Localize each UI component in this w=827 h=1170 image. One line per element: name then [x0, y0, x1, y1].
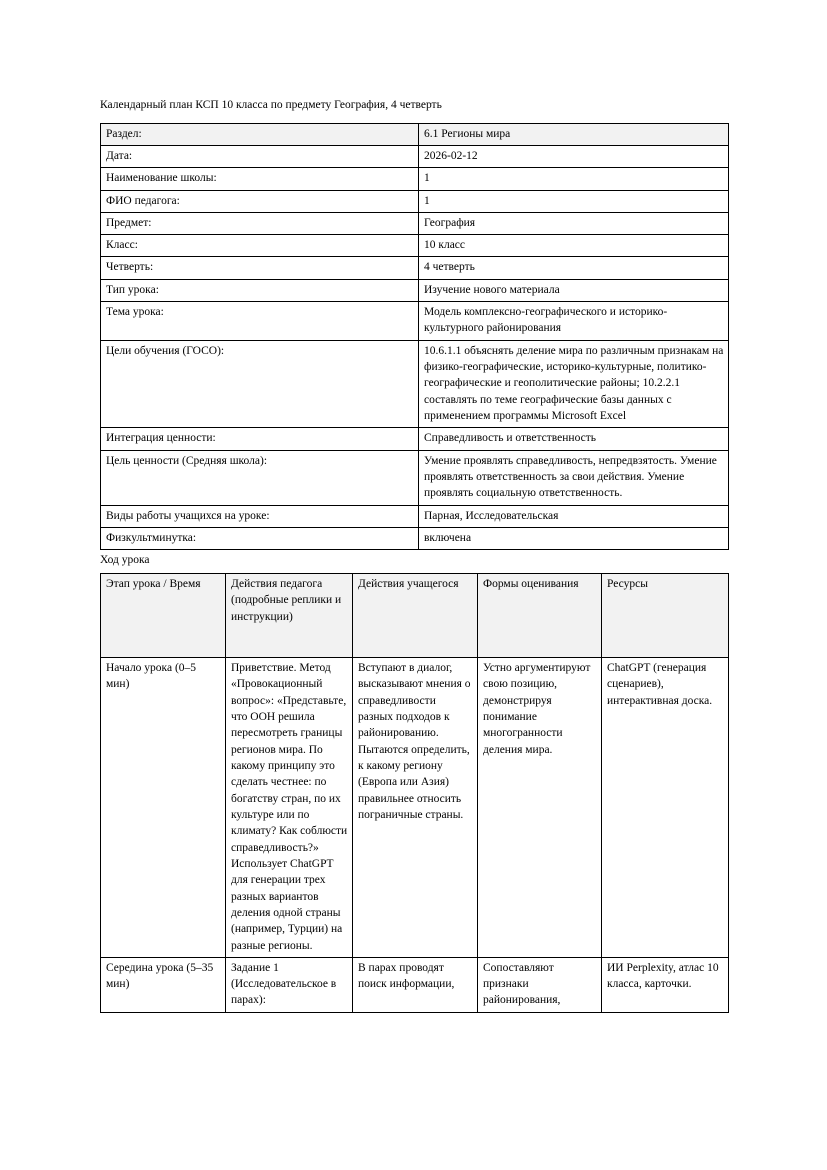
info-row-value: Изучение нового материала — [419, 279, 729, 301]
info-row-value: включена — [419, 528, 729, 550]
table-row — [101, 657, 729, 957]
document-page — [100, 98, 728, 1013]
table-row — [101, 302, 729, 341]
info-row-label: Интеграция ценности: — [101, 428, 419, 450]
info-row-value: 10 класс — [419, 235, 729, 257]
info-row-label: Четверть: — [101, 257, 419, 279]
table-row — [101, 212, 729, 234]
table-row — [101, 279, 729, 301]
flow-column-header: Ресурсы — [602, 573, 729, 657]
info-row-value: Модель комплексно-географического и историко-культурного районирования — [419, 302, 729, 341]
flow-stage-cell: Середина урока (5–35 мин) — [101, 957, 226, 1012]
table-row — [101, 168, 729, 190]
info-row-value: 4 четверть — [419, 257, 729, 279]
flow-student-cell: Вступают в диалог, высказывают мнения о справедливости разных подходов к районированию. Пытаются определить, к какому региону (Европа или Азия) правильнее относить пограничные страны. — [353, 657, 478, 957]
info-row-value: 10.6.1.1 объяснять деление мира по различным признакам на физико-географические, историко-культурные, политико-географические и геополитические районы; 10.2.2.1 составлять по теме географические базы данных с применением программы Microsoft Excel — [419, 340, 729, 428]
info-row-label: Цели обучения (ГОСО): — [101, 340, 419, 428]
info-row-label: Класс: — [101, 235, 419, 257]
flow-assessment-cell: Устно аргументируют свою позицию, демонстрируя понимание многогранности деления мира. — [478, 657, 602, 957]
info-row-label: Физкультминутка: — [101, 528, 419, 550]
table-row — [101, 957, 729, 1012]
info-row-value: 2026-02-12 — [419, 145, 729, 167]
info-row-value: 1 — [419, 168, 729, 190]
info-row-value: Парная, Исследовательская — [419, 505, 729, 527]
table-row — [101, 340, 729, 428]
flow-teacher-cell: Приветствие. Метод «Провокационный вопрос»: «Представьте, что ООН решила пересмотреть границы регионов мира. По какому принципу это сделать честнее: по богатству стран, по их культуре или по климату? Как соблюсти справедливость?» Использует ChatGPT для генерации трех разных вариантов деления одной страны (например, Турции) на разные регионы. — [226, 657, 353, 957]
flow-column-header: Действия педагога (подробные реплики и инструкции) — [226, 573, 353, 657]
flow-assessment-cell: Сопоставляют признаки районирования, — [478, 957, 602, 1012]
flow-student-cell: В парах проводят поиск информации, — [353, 957, 478, 1012]
table-row — [101, 450, 729, 505]
lesson-info-table — [100, 123, 729, 551]
table-row — [101, 505, 729, 527]
table-row — [101, 428, 729, 450]
flow-header-row — [101, 573, 729, 657]
info-row-label: Дата: — [101, 145, 419, 167]
info-row-label: Предмет: — [101, 212, 419, 234]
flow-teacher-cell: Задание 1 (Исследовательское в парах): — [226, 957, 353, 1012]
flow-resources-cell: ИИ Perplexity, атлас 10 класса, карточки. — [602, 957, 729, 1012]
info-row-label: Тема урока: — [101, 302, 419, 341]
table-row — [101, 235, 729, 257]
flow-stage-cell: Начало урока (0–5 мин) — [101, 657, 226, 957]
lesson-flow-table — [100, 573, 729, 1013]
info-row-value: Умение проявлять справедливость, непредвзятость. Умение проявлять ответственность за свои действия. Умение проявлять социальную ответственность. — [419, 450, 729, 505]
table-row — [101, 123, 729, 145]
info-row-value: Справедливость и ответственность — [419, 428, 729, 450]
lesson-flow-heading: Ход урока — [100, 554, 150, 567]
info-row-label: Наименование школы: — [101, 168, 419, 190]
flow-column-header: Формы оценивания — [478, 573, 602, 657]
info-row-value: География — [419, 212, 729, 234]
table-row — [101, 190, 729, 212]
info-row-label: Раздел: — [101, 123, 419, 145]
flow-column-header: Этап урока / Время — [101, 573, 226, 657]
info-row-value: 6.1 Регионы мира — [419, 123, 729, 145]
table-row — [101, 528, 729, 550]
info-row-value: 1 — [419, 190, 729, 212]
flow-resources-cell: ChatGPT (генерация сценариев), интерактивная доска. — [602, 657, 729, 957]
page-title: Календарный план КСП 10 класса по предмету География, 4 четверть — [100, 99, 442, 111]
flow-column-header: Действия учащегося — [353, 573, 478, 657]
table-row — [101, 257, 729, 279]
info-row-label: Виды работы учащихся на уроке: — [101, 505, 419, 527]
table-row — [101, 145, 729, 167]
info-row-label: ФИО педагога: — [101, 190, 419, 212]
info-row-label: Тип урока: — [101, 279, 419, 301]
info-row-label: Цель ценности (Средняя школа): — [101, 450, 419, 505]
